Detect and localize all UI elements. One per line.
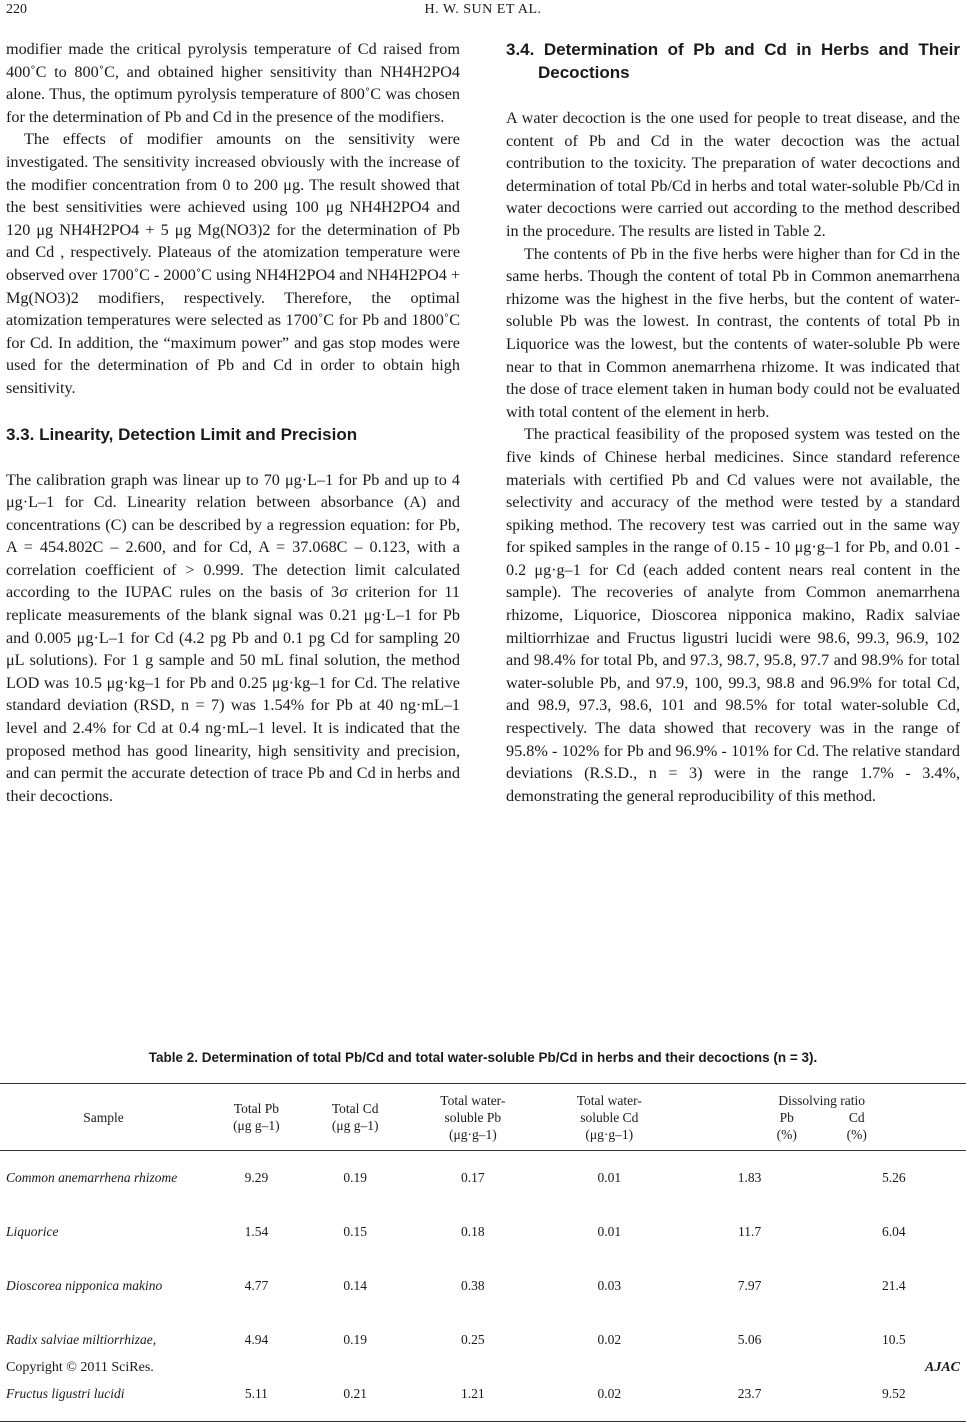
cell-total-pb: 4.94 xyxy=(244,1332,269,1347)
col-header-ws-pb: Total water- soluble Pb (μg·g–1) xyxy=(440,1092,506,1142)
page-number: 220 xyxy=(6,2,27,17)
page-header xyxy=(0,0,966,24)
cell-total-cd: 0.19 xyxy=(343,1170,368,1185)
cell-ratio-cd: 9.52 xyxy=(882,1386,906,1401)
col-header-total-pb: Total Pb (μg g–1) xyxy=(233,1101,280,1133)
running-head: H. W. SUN ET AL. xyxy=(424,2,542,17)
cell-ws-cd: 0.01 xyxy=(597,1170,622,1185)
col-header-sample: Sample xyxy=(83,1109,124,1125)
cell-ratio-pb: 11.7 xyxy=(738,1224,762,1239)
cell-ws-cd: 0.01 xyxy=(597,1224,622,1239)
table-caption: Table 2. Determination of total Pb/Cd and total water-soluble Pb/Cd in herbs and their decoctions (n = 3). xyxy=(148,1050,818,1065)
cell-sample: Radix salviae miltiorrhizae, xyxy=(6,1332,157,1347)
cell-ws-pb: 1.21 xyxy=(461,1386,485,1401)
table-row xyxy=(0,1151,966,1206)
table-header-row xyxy=(0,1084,966,1151)
paragraph: The practical feasibility of the proposed system was tested on the five kinds of Chinese herbal medicines. Since standard reference materials with certified Pb and Cd values were not available, the selectivity and accuracy of the method were tested by a standard spiking method. The recovery test was carried out in the same way for spiked samples in the range of 0.15 - 10 μg·g–1 for Pb, and 0.01 - 0.2 μg·g–1 for Cd (each added content nears real content in the sample). The recoveries of analyte from Common anemarrhena rhizome, Liquorice, Dioscorea nipponica makino, Radix salviae miltiorrhizae and Fructus ligustri lucidi were 98.6, 99.3, 96.9, 102 and 98.4% for total Pb, and 97.3, 98.7, 95.8, 97.7 and 98.9% for total water-soluble Pb, and 97.9, 100, 99.3, 98.8 and 96.9% for total Cd, and 98.9, 97.3, 98.6, 101 and 98.5% for total water-soluble Cd, respectively. The data showed that recovery was in the range of 95.8% - 102% for Pb and 96.9% - 101% for Cd. The relative standard deviations (R.S.D., n = 3) were in the range 1.7% - 3.4%, demonstrating the general reproducibility of this method. xyxy=(506,425,960,805)
cell-ws-pb: 0.38 xyxy=(461,1278,485,1293)
copyright: Copyright © 2011 SciRes. xyxy=(6,1360,154,1375)
cell-ratio-cd: 5.26 xyxy=(882,1170,906,1185)
section-heading: 3.4. Determination of Pb and Cd in Herbs and Their Decoctions xyxy=(506,40,960,82)
table-row xyxy=(0,1313,966,1367)
col-header-dissolving-ratio: Dissolving ratio Pb (%)Cd (%) xyxy=(776,1092,867,1142)
paragraph: The contents of Pb in the five herbs were higher than for Cd in the same herbs. Though the content of total Pb in Common anemarrhena rhizome was the highest in the five herbs, but the content of water-soluble Pb was the lowest. In contrast, the contents of total Pb in Liquorice was the lowest, but the contents of water-soluble Pb were near to that in Common anemarrhena rhizome. It was indicated that the dose of trace element taken in human body could not be evaluated with total content of the element in herb. xyxy=(506,244,960,421)
journal-name: AJAC xyxy=(924,1360,960,1375)
cell-ratio-pb: 23.7 xyxy=(737,1386,762,1401)
cell-total-cd: 0.19 xyxy=(343,1332,368,1347)
paragraph: modifier made the critical pyrolysis temperature of Cd raised from 400˚C to 800˚C, and obtained higher sensitivity than NH4H2PO4 alone. Thus, the optimum pyrolysis temperature of 800˚C was chosen for the determination of Pb and Cd in the presence of the modifiers. xyxy=(6,40,460,126)
cell-ws-cd: 0.02 xyxy=(597,1386,622,1401)
cell-sample: Common anemarrhena rhizome xyxy=(6,1170,178,1185)
cell-ratio-pb: 7.97 xyxy=(737,1278,762,1293)
section-heading: 3.3. Linearity, Detection Limit and Precision xyxy=(6,424,358,444)
cell-total-pb: 5.11 xyxy=(244,1386,268,1401)
cell-total-cd: 0.14 xyxy=(343,1278,368,1293)
paragraph: The calibration graph was linear up to 70 μg·L–1 for Pb and up to 4 μg·L–1 for Cd. Linearity relation between absorbance (A) and concentrations (C) can be described by a regression equation: for Pb, A = 454.802C – 2.600, and for Cd, A = 37.068C – 0.123, with a correlation coefficient of > 0.999. The detection limit calculated according to the IUPAC rules on the basis of 3σ criterion for 11 replicate measurements of the blank signal was 0.21 μg·L–1 for Pb and 0.005 μg·L–1 for Cd (4.2 pg Pb and 0.1 pg Cd for sampling 20 μL solutions). For 1 g sample and 50 mL final solution, the method LOD was 10.5 μg·kg–1 for Pb and 0.25 μg·kg–1 for Cd. The relative standard deviation (RSD, n = 7) was 1.54% for Pb at 40 ng·mL–1 level and 2.4% for Cd at 0.4 ng·mL–1 level. It is indicated that the proposed method has good linearity, high sensitivity and precision, and can permit the accurate detection of trace Pb and Cd in herbs and their decoctions. xyxy=(6,470,460,805)
cell-total-pb: 4.77 xyxy=(244,1278,269,1293)
cell-ratio-cd: 21.4 xyxy=(882,1278,906,1293)
right-column xyxy=(506,38,960,807)
paragraph: A water decoction is the one used for people to treat disease, and the content of Pb and Cd in the water decoction was the actual contribution to the toxicity. The preparation of water decoctions and determination of total Pb/Cd in herbs and total water-soluble Pb/Cd in water decoctions were carried out according to the method described in the procedure. The results are listed in Table 2. xyxy=(506,109,960,240)
cell-ws-pb: 0.25 xyxy=(461,1332,485,1347)
cell-ws-pb: 0.17 xyxy=(461,1170,485,1185)
cell-total-cd: 0.21 xyxy=(343,1386,368,1401)
col-header-total-cd: Total Cd (μg g–1) xyxy=(331,1101,379,1133)
cell-ws-cd: 0.03 xyxy=(597,1278,622,1293)
cell-total-pb: 1.54 xyxy=(244,1224,269,1239)
cell-ws-cd: 0.02 xyxy=(597,1332,622,1347)
cell-ratio-pb: 1.83 xyxy=(737,1170,762,1185)
cell-total-pb: 9.29 xyxy=(244,1170,269,1185)
left-column xyxy=(6,38,460,807)
cell-total-cd: 0.15 xyxy=(343,1224,368,1239)
cell-sample: Fructus ligustri lucidi xyxy=(6,1386,125,1401)
col-header-ws-cd: Total water- soluble Cd (μg·g–1) xyxy=(576,1092,642,1142)
cell-ws-pb: 0.18 xyxy=(461,1224,485,1239)
cell-sample: Dioscorea nipponica makino xyxy=(6,1278,163,1293)
cell-ratio-cd: 6.04 xyxy=(882,1224,906,1239)
table-row xyxy=(0,1259,966,1313)
table-row xyxy=(0,1205,966,1259)
paragraph: The effects of modifier amounts on the sensitivity were investigated. The sensitivity increased obviously with the increase of the modifier concentration from 0 to 200 μg. The result showed that the best sensitivities were achieved using 100 μg NH4H2PO4 and 120 μg NH4H2PO4 + 5 μg Mg(NO3)2 for the determination of Pb and Cd , respectively. Plateaus of the atomization temperature were observed over 1700˚C - 2000˚C using NH4H2PO4 and NH4H2PO4 + Mg(NO3)2 modifiers, respectively. Therefore, the optimal atomization temperatures were selected as 1700˚C for Pb and 1800˚C for Cd. In addition, the “maximum power” and gas stop modes were used for the determination of Pb and Cd in order to obtain high sensitivity. xyxy=(6,130,460,397)
cell-ratio-cd: 10.5 xyxy=(882,1332,906,1347)
cell-ratio-pb: 5.06 xyxy=(737,1332,762,1347)
cell-sample: Liquorice xyxy=(6,1224,59,1239)
